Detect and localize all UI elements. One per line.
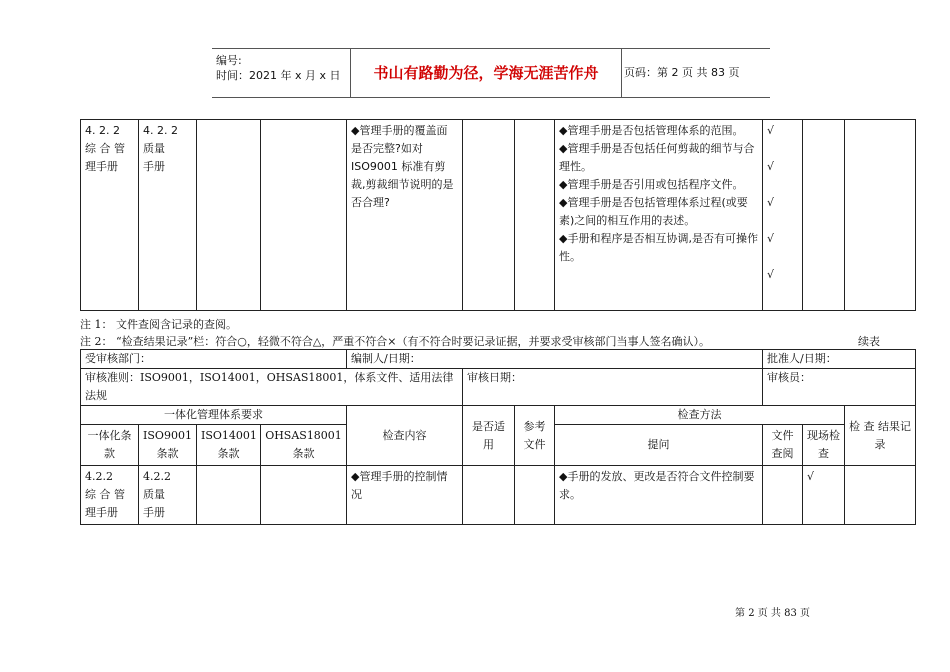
approver-cell: 批准人/日期： bbox=[763, 350, 916, 369]
result-cell bbox=[845, 466, 916, 525]
doc-review-cell bbox=[763, 120, 803, 311]
check-mark: √ bbox=[767, 232, 775, 245]
question-item: ◆管理手册是否包括任何剪裁的细节与合理性。 bbox=[559, 142, 755, 173]
question-item: ◆管理手册是否包括管理体系的范围。 bbox=[559, 124, 744, 137]
result-header: 检 查 结果记录 bbox=[845, 406, 916, 466]
content-header: 检查内容 bbox=[347, 406, 463, 466]
clause-number: 4. 2. 2 bbox=[85, 124, 120, 137]
clause-number: 4.2.2 bbox=[143, 470, 171, 483]
iso9001-clause-cell bbox=[139, 120, 197, 311]
applicable-cell bbox=[463, 466, 515, 525]
header-page-code: 页码：第 2 页 共 83 页 bbox=[624, 66, 740, 79]
doc-review-header: 文件查阅 bbox=[763, 425, 803, 466]
header-motto: 书山有路勤为径，学海无涯苦作舟 bbox=[350, 49, 622, 97]
clause-title-line2: 手册 bbox=[143, 506, 165, 519]
dept-cell: 受审核部门： bbox=[81, 350, 347, 369]
check-mark: √ bbox=[767, 160, 775, 173]
check-content-cell: ◆管理手册的覆盖面是否完整?如对 ISO9001 标准有剪裁,剪裁细节说明的是否合理? bbox=[347, 120, 463, 311]
questions-cell bbox=[555, 120, 763, 311]
clause-title-line2: 手册 bbox=[143, 160, 165, 173]
reference-header: 参考文件 bbox=[515, 406, 555, 466]
clause-title-line1: 质量 bbox=[143, 142, 165, 155]
audit-date-cell: 审核日期： bbox=[463, 369, 763, 406]
table-header-row bbox=[81, 406, 916, 425]
site-check-cell: √ bbox=[803, 466, 845, 525]
question-item: ◆管理手册是否引用或包括程序文件。 bbox=[559, 178, 744, 191]
table-row bbox=[81, 369, 916, 406]
question-item: ◆管理手册是否包括管理体系过程(或要素)之间的相互作用的表述。 bbox=[559, 196, 748, 227]
integrated-clause-cell bbox=[81, 120, 139, 311]
page-footer: 第 2 页 共 83 页 bbox=[735, 608, 810, 619]
table-row bbox=[81, 350, 916, 369]
question-header: 提问 bbox=[555, 425, 763, 466]
note-1: 注 1： 文件查阅含记录的查阅。 bbox=[80, 318, 237, 331]
method-header: 检查方法 bbox=[555, 406, 845, 425]
iso9001-header: ISO9001条款 bbox=[139, 425, 197, 466]
page-header bbox=[212, 48, 770, 98]
applicable-header: 是否适用 bbox=[463, 406, 515, 466]
integrated-header: 一体化条款 bbox=[81, 425, 139, 466]
ohsas-clause-cell bbox=[261, 466, 347, 525]
iso9001-clause-cell bbox=[139, 466, 197, 525]
ohsas-clause-cell bbox=[261, 120, 347, 311]
site-check-cell bbox=[803, 120, 845, 311]
iso14001-clause-cell bbox=[197, 120, 261, 311]
clause-number: 4. 2. 2 bbox=[143, 124, 178, 137]
continued-label: 续表 bbox=[858, 335, 880, 348]
result-cell bbox=[845, 120, 916, 311]
clause-title-line1: 综 合 管 bbox=[85, 488, 125, 501]
site-check-header: 现场检查 bbox=[803, 425, 845, 466]
iso14001-clause-cell bbox=[197, 466, 261, 525]
table-row bbox=[81, 466, 916, 525]
requirements-header: 一体化管理体系要求 bbox=[81, 406, 347, 425]
clause-title-line1: 质量 bbox=[143, 488, 165, 501]
table-row bbox=[81, 120, 916, 311]
doc-review-cell bbox=[763, 466, 803, 525]
check-mark: √ bbox=[767, 124, 775, 137]
auditor-cell: 审核员： bbox=[763, 369, 916, 406]
ohsas-header: OHSAS18001条款 bbox=[261, 425, 347, 466]
question-cell: ◆手册的发放、更改是否符合文件控制要求。 bbox=[555, 466, 763, 525]
checklist-table-1 bbox=[80, 119, 916, 311]
applicable-cell bbox=[463, 120, 515, 311]
question-item: ◆手册和程序是否相互协调,是否有可操作性。 bbox=[559, 232, 758, 263]
check-content-cell: ◆管理手册的控制情况 bbox=[347, 466, 463, 525]
note-2: 注 2： “检查结果记录”栏：符合○，轻微不符合△，严重不符合×（有不符合时要记录证据，并要求受审核部门当事人签名确认）。 bbox=[80, 335, 711, 348]
checklist-table-2 bbox=[80, 349, 916, 525]
clause-title-line2: 理手册 bbox=[85, 160, 118, 173]
editor-cell: 编制人/日期： bbox=[347, 350, 763, 369]
reference-cell bbox=[515, 466, 555, 525]
clause-title-line1: 综 合 管 bbox=[85, 142, 125, 155]
header-meta bbox=[216, 53, 341, 83]
iso14001-header: ISO14001条款 bbox=[197, 425, 261, 466]
check-mark: √ bbox=[767, 268, 775, 281]
clause-number: 4.2.2 bbox=[85, 470, 113, 483]
check-mark: √ bbox=[767, 196, 775, 209]
header-time-label: 时间：2021 年 x 月 x 日 bbox=[216, 69, 341, 82]
clause-title-line2: 理手册 bbox=[85, 506, 118, 519]
integrated-clause-cell bbox=[81, 466, 139, 525]
header-number-label: 编号: bbox=[216, 54, 242, 67]
criteria-cell: 审核准则：ISO9001，ISO14001，OHSAS18001，体系文件、适用法律法规 bbox=[81, 369, 463, 406]
reference-cell bbox=[515, 120, 555, 311]
